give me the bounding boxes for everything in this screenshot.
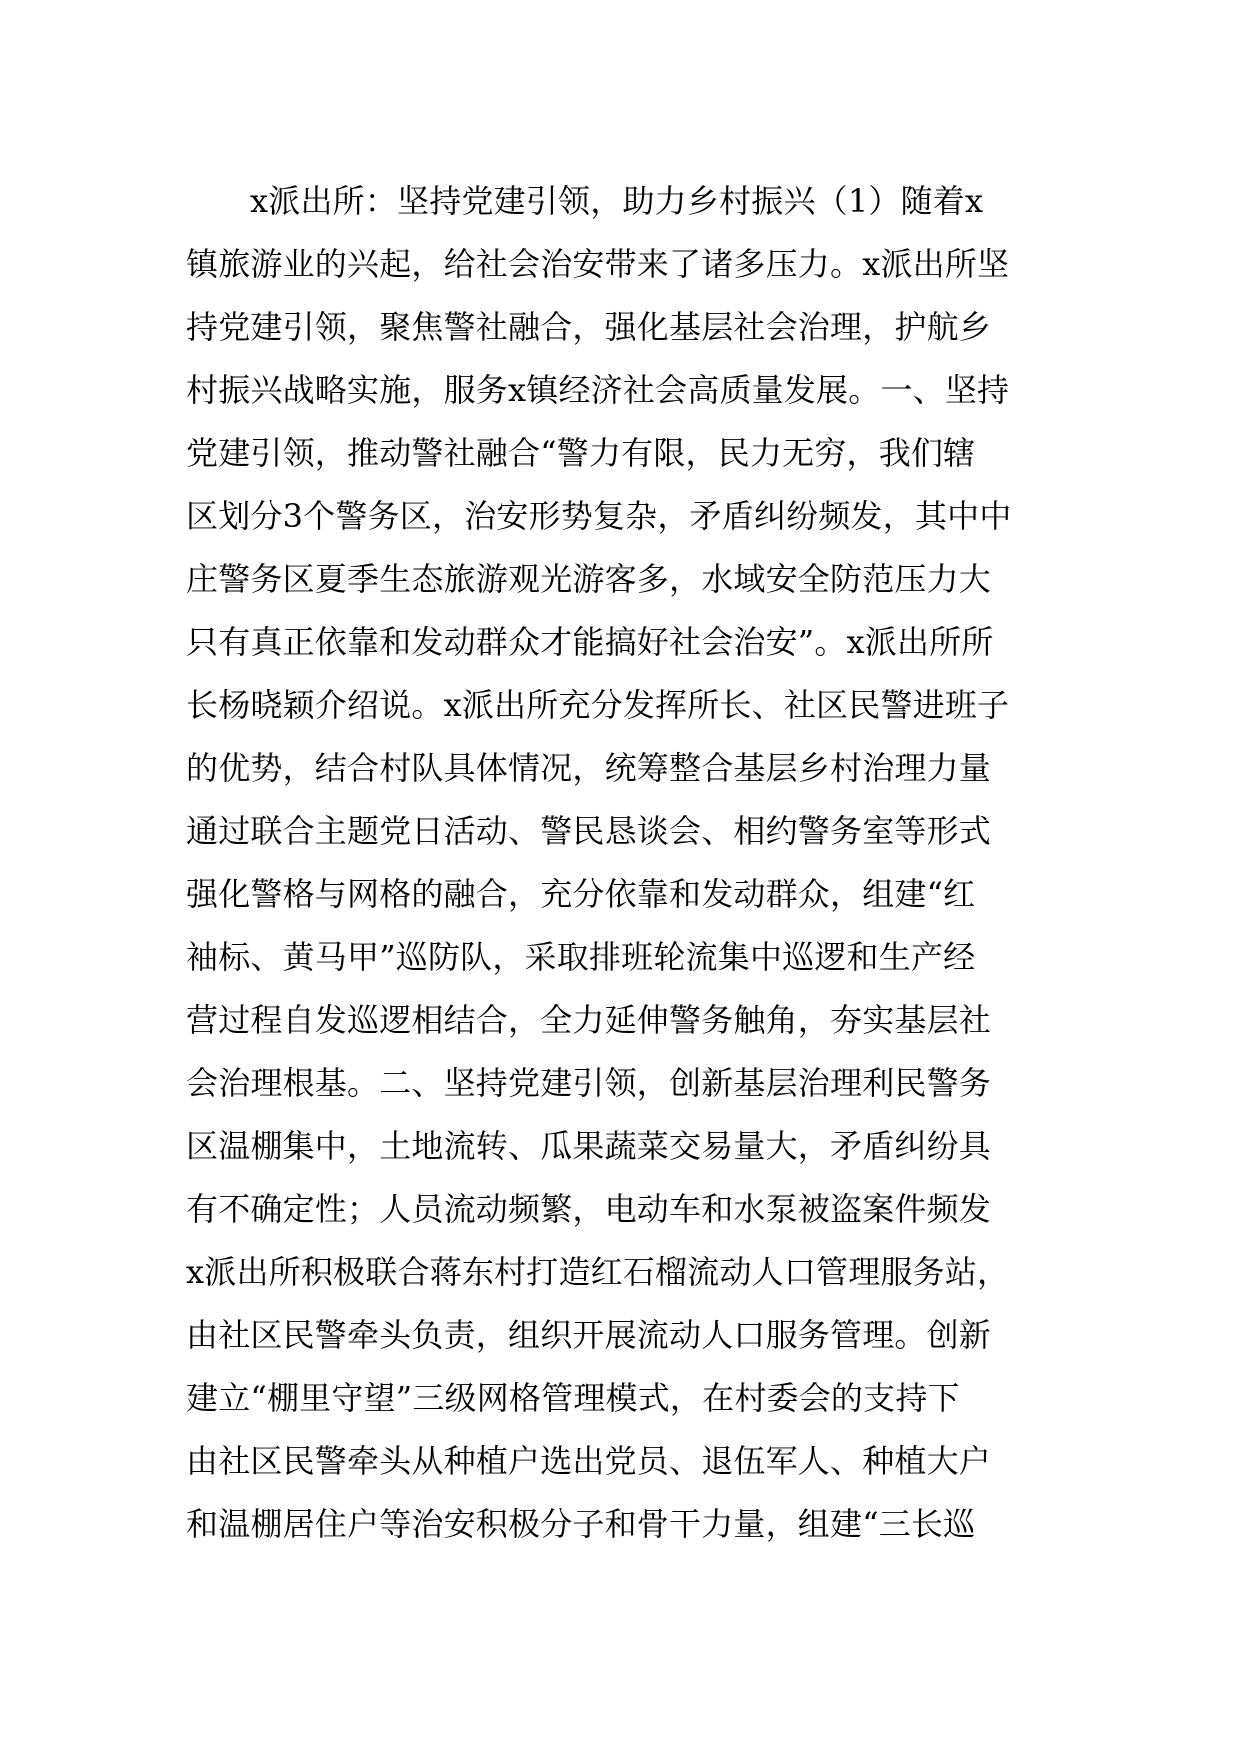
text-line: 由社区民警牵头从种植户选出党员、退伍军人、种植大户	[186, 1442, 992, 1480]
text-line: 区划分3个警务区，治安形势复杂，矛盾纠纷频发，其中中	[186, 497, 1012, 535]
text-line: 会治理根基。二、坚持党建引领，创新基层治理利民警务	[186, 1064, 992, 1102]
text-line: 只有真正依靠和发动群众才能搞好社会治安”。x派出所所	[186, 623, 994, 661]
body-paragraph	[186, 170, 1066, 1556]
text-line: 袖标、黄马甲”巡防队，采取排班轮流集中巡逻和生产经	[186, 938, 976, 976]
text-line: 有不确定性；人员流动频繁，电动车和水泵被盗案件频发	[186, 1190, 992, 1228]
text-line: 营过程自发巡逻相结合，全力延伸警务触角，夯实基层社	[186, 1001, 992, 1039]
text-line: 通过联合主题党日活动、警民恳谈会、相约警务室等形式	[186, 812, 992, 850]
text-line: 和温棚居住户等治安积极分子和骨干力量，组建“三长巡	[186, 1505, 976, 1543]
text-line: x派出所积极联合蒋东村打造红石榴流动人口管理服务站，	[186, 1253, 1010, 1291]
text-line: 由社区民警牵头负责，组织开展流动人口服务管理。创新	[186, 1316, 992, 1354]
text-line: 建立“棚里守望”三级网格管理模式，在村委会的支持下	[186, 1379, 960, 1417]
text-line: 村振兴战略实施，服务x镇经济社会高质量发展。一、坚持	[186, 371, 1010, 409]
text-line: 长杨晓颖介绍说。x派出所充分发挥所长、社区民警进班子	[186, 686, 1010, 724]
text-line: 区温棚集中，土地流转、瓜果蔬菜交易量大，矛盾纠纷具	[186, 1127, 992, 1165]
text-line: 党建引领，推动警社融合“警力有限，民力无穷，我们辖	[186, 434, 976, 472]
text-line: 强化警格与网格的融合，充分依靠和发动群众，组建“红	[186, 875, 976, 913]
text-line: 的优势，结合村队具体情况，统筹整合基层乡村治理力量	[186, 749, 992, 787]
text-line: 庄警务区夏季生态旅游观光游客多，水域安全防范压力大	[186, 560, 992, 598]
text-line: 持党建引领，聚焦警社融合，强化基层社会治理，护航乡	[186, 308, 992, 346]
text-line: x派出所：坚持党建引领，助力乡村振兴（1）随着x	[250, 182, 984, 220]
text-line: 镇旅游业的兴起，给社会治安带来了诸多压力。x派出所坚	[186, 245, 1010, 283]
